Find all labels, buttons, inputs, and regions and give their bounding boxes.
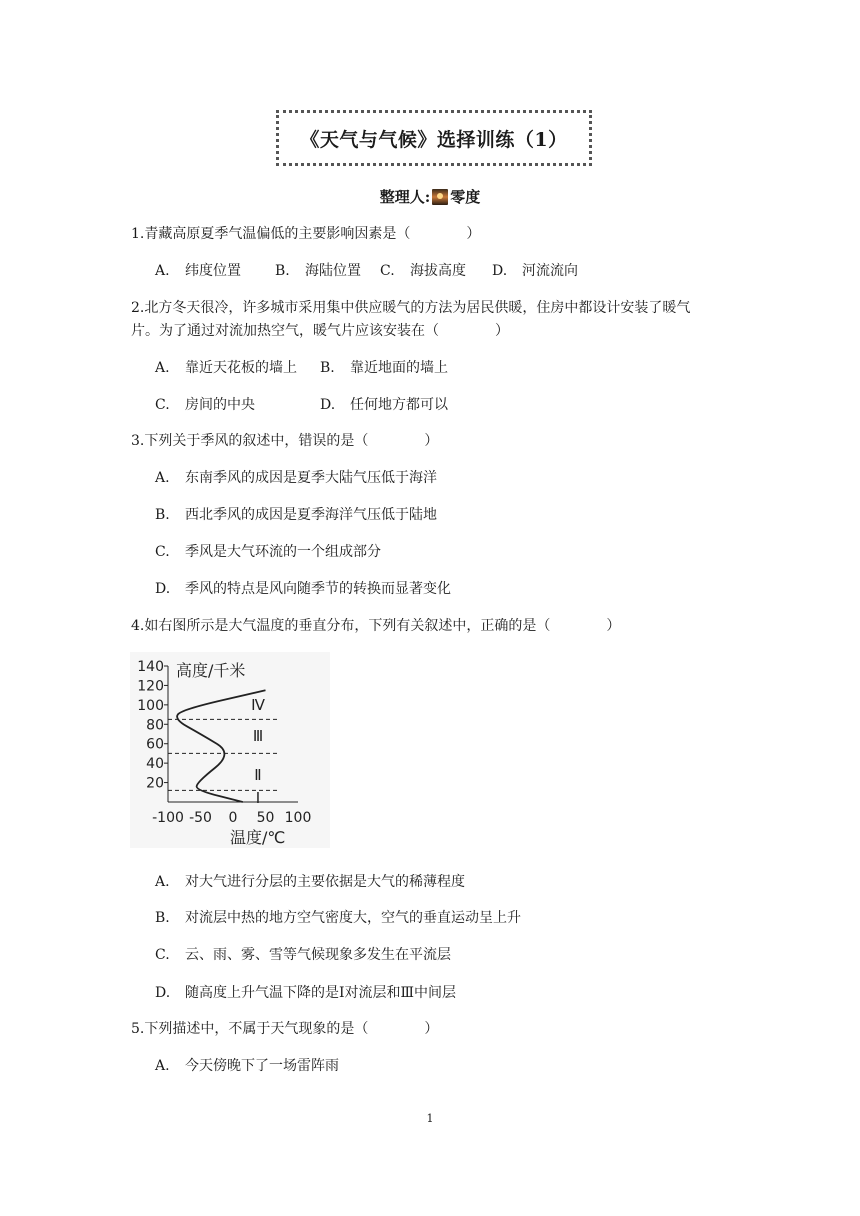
layer-label: Ⅲ	[252, 726, 264, 745]
y-tick-label: 100	[137, 697, 164, 714]
option-b-text: 靠近地面的墙上	[350, 360, 448, 376]
x-tick-label: 0	[228, 810, 238, 826]
question-2-line-1: 2.北方冬天很冷，许多城市采用集中供应暖气的方法为居民供暖，住房中都设计安装了暖气	[131, 300, 691, 316]
layer-label: Ⅱ	[254, 765, 262, 784]
document-title: 《天气与气候》选择训练（1）	[276, 110, 592, 166]
y-tick-label: 40	[146, 756, 164, 773]
y-tick-label: 140	[137, 659, 164, 675]
option-b-label: B.	[275, 263, 290, 279]
organizer-label: 整理人:	[379, 188, 431, 206]
question-4: 4.如右图所示是大气温度的垂直分布，下列有关叙述中，正确的是（ ）	[131, 618, 621, 634]
option-d-text: 河流流向	[522, 263, 578, 279]
question-1: 1.青藏高原夏季气温偏低的主要影响因素是（ ）	[131, 226, 481, 242]
question-3-option-d: D. 季风的特点是风向随季节的转换而显著变化	[155, 581, 451, 597]
option-a-text: 纬度位置	[185, 263, 241, 279]
option-c-text: 房间的中央	[185, 397, 255, 413]
option-c-label: C.	[155, 397, 170, 413]
x-tick-label: -50	[189, 810, 212, 826]
temperature-profile-chart	[130, 652, 330, 848]
question-1-options	[155, 261, 578, 281]
option-b-label: B.	[320, 360, 335, 376]
question-2-options-cd	[155, 395, 448, 415]
option-a-label: A.	[155, 360, 170, 376]
option-c-label: C.	[380, 263, 395, 279]
avatar-icon	[432, 189, 448, 205]
organizer-line	[0, 186, 860, 207]
layer-label: Ⅳ	[251, 695, 265, 714]
question-3-option-b: B. 西北季风的成因是夏季海洋气压低于陆地	[155, 507, 437, 523]
option-a-text: 靠近天花板的墙上	[185, 360, 297, 376]
y-tick-label: 80	[146, 717, 164, 734]
page-number: 1	[426, 1112, 434, 1125]
option-b-text: 海陆位置	[305, 263, 361, 279]
x-tick-label: -100	[152, 810, 184, 826]
question-2-options-ab	[155, 358, 448, 378]
layer-label: Ⅰ	[255, 789, 261, 808]
option-a-label: A.	[155, 263, 170, 279]
x-tick-label: 50	[256, 810, 275, 826]
y-axis-label: 高度/千米	[176, 661, 246, 680]
question-5: 5.下列描述中，不属于天气现象的是（ ）	[131, 1021, 439, 1037]
option-c-text: 海拔高度	[410, 263, 466, 279]
x-axis-label: 温度/℃	[230, 828, 286, 847]
x-tick-label: 100	[284, 810, 312, 826]
question-2-line-2: 片。为了通过对流加热空气，暖气片应该安装在（ ）	[131, 323, 509, 339]
y-tick-label: 120	[137, 678, 164, 695]
question-4-option-c: C. 云、雨、雾、雪等气候现象多发生在平流层	[155, 947, 451, 963]
y-tick-label: 60	[146, 736, 164, 753]
option-d-label: D.	[320, 397, 336, 413]
y-tick-label: 20	[146, 775, 164, 792]
question-5-option-a: A. 今天傍晚下了一场雷阵雨	[155, 1058, 339, 1074]
question-3: 3.下列关于季风的叙述中，错误的是（ ）	[131, 433, 439, 449]
organizer-name: 零度	[450, 188, 481, 206]
question-4-option-b: B. 对流层中热的地方空气密度大，空气的垂直运动呈上升	[155, 910, 521, 926]
option-d-text: 任何地方都可以	[350, 397, 448, 413]
question-4-option-d: D. 随高度上升气温下降的是Ⅰ对流层和Ⅲ中间层	[155, 985, 457, 1001]
question-4-option-a: A. 对大气进行分层的主要依据是大气的稀薄程度	[155, 874, 465, 890]
question-3-option-a: A. 东南季风的成因是夏季大陆气压低于海洋	[155, 470, 437, 486]
option-d-label: D.	[492, 263, 508, 279]
question-3-option-c: C. 季风是大气环流的一个组成部分	[155, 544, 381, 560]
